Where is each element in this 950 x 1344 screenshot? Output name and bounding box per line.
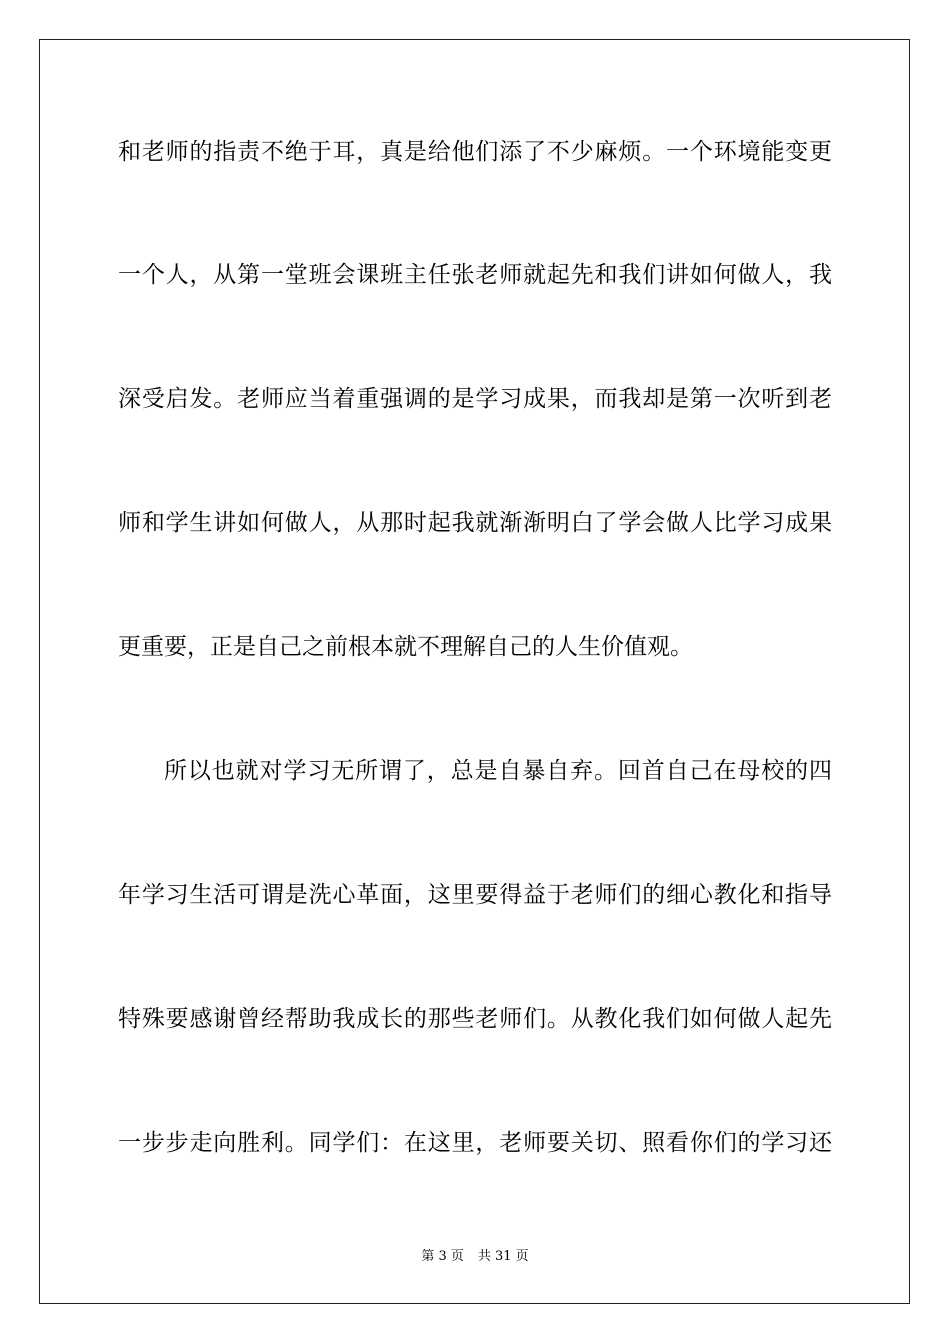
paragraph-line: 所以也就对学习无所谓了，总是自暴自弃。回首自己在母校的四 (164, 758, 832, 784)
page-border (39, 39, 910, 1304)
paragraph-line: 一个人，从第一堂班会课班主任张老师就起先和我们讲如何做人，我 (118, 262, 832, 288)
paragraph-line: 师和学生讲如何做人，从那时起我就渐渐明白了学会做人比学习成果 (118, 510, 832, 536)
paragraph-line: 特殊要感谢曾经帮助我成长的那些老师们。从教化我们如何做人起先 (118, 1006, 832, 1032)
paragraph-line: 深受启发。老师应当着重强调的是学习成果，而我却是第一次听到老 (118, 386, 832, 412)
paragraph-line: 和老师的指责不绝于耳，真是给他们添了不少麻烦。一个环境能变更 (118, 139, 832, 165)
total-pages: 共 31 页 (477, 1249, 529, 1264)
paragraph-line: 更重要，正是自己之前根本就不理解自己的人生价值观。 (118, 634, 693, 660)
page-footer (0, 1249, 950, 1265)
paragraph-line: 年学习生活可谓是洗心革面，这里要得益于老师们的细心教化和指导 (118, 882, 832, 908)
paragraph-line: 一步步走向胜利。同学们：在这里，老师要关切、照看你们的学习还 (118, 1130, 832, 1156)
page-number: 第 3 页 (421, 1249, 464, 1264)
